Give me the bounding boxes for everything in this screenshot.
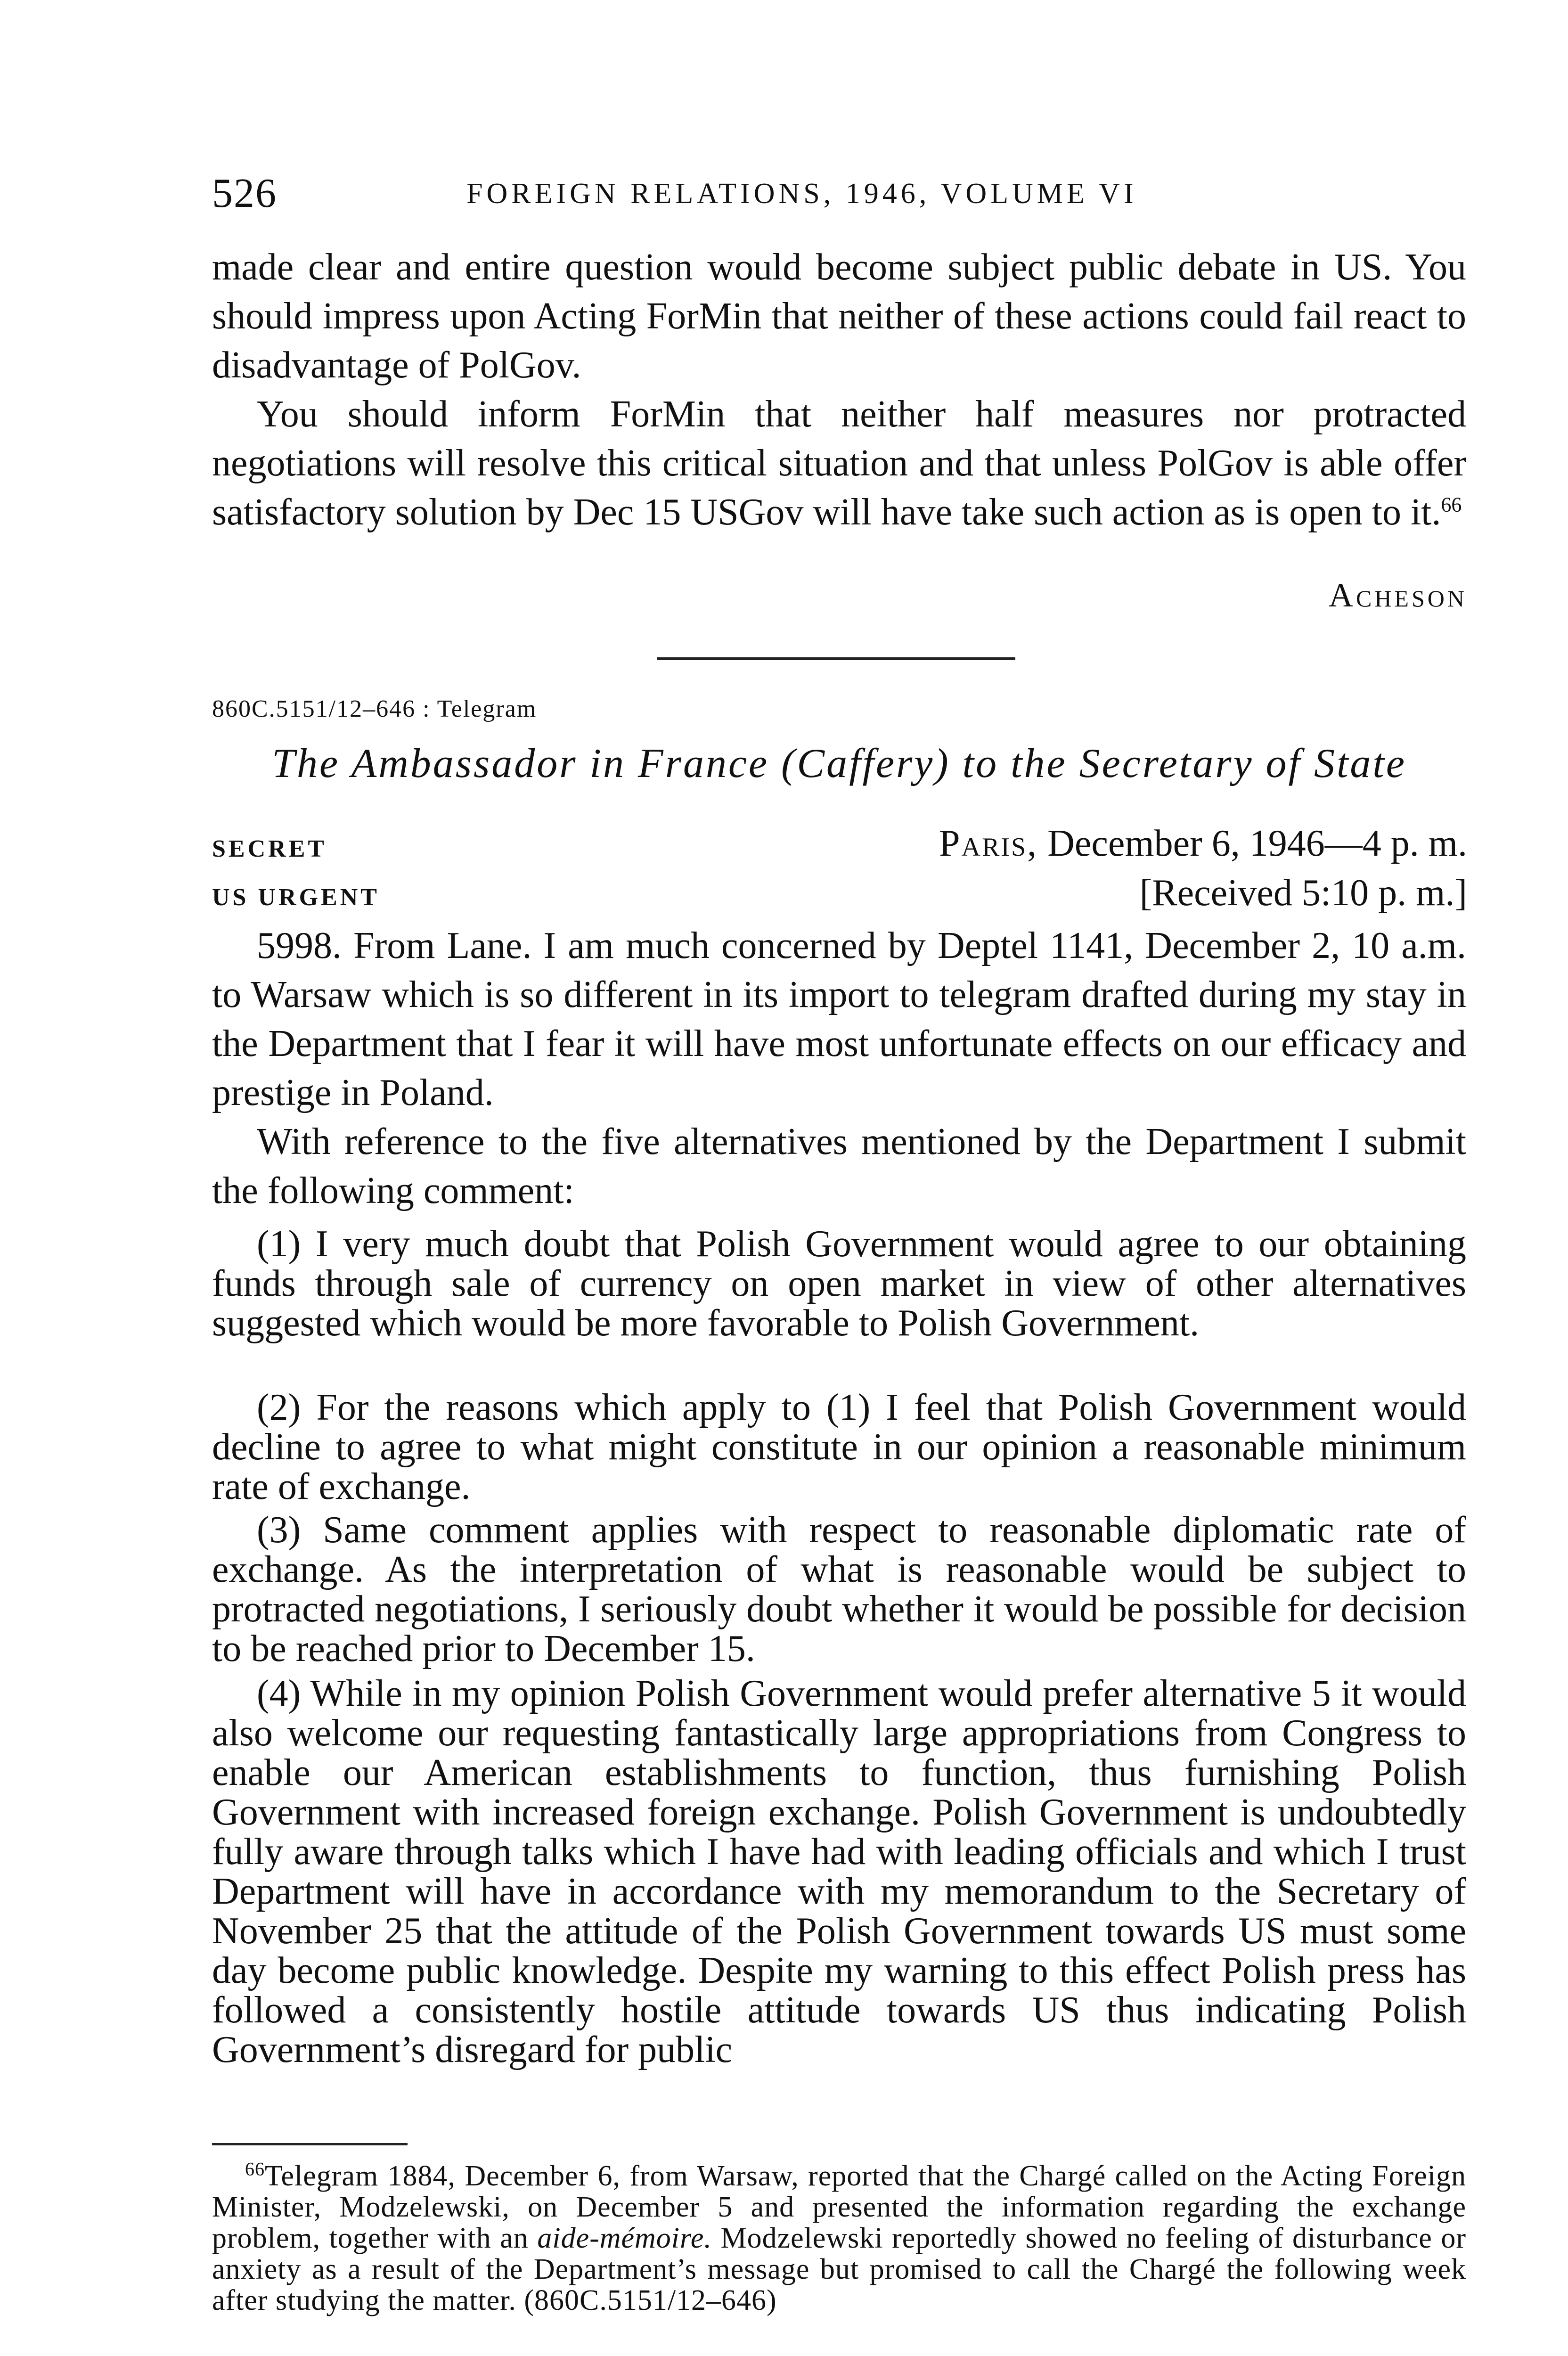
previous-paragraph-1: made clear and entire question would become subject public debate in US. You should impress upon Acting ForMin that neither of these actions could fail react to disadvantage of PolGov. (212, 246, 1466, 386)
footnote-rule (212, 2143, 408, 2145)
file-number: 860C.5151/12–646 : Telegram (212, 695, 537, 722)
document-separator-rule (657, 657, 1015, 660)
footnote-number: 66 (245, 2158, 265, 2180)
body-paragraph-3: (1) I very much doubt that Polish Government would agree to our obtaining funds through sale of currency on open market in view of other alternatives suggested which would be more favorable to Polish Government. (212, 1223, 1466, 1344)
footnote-text-2: Modzelewski reportedly showed no feeling of disturbance or anxiety as a result of the Department’s message but promised to call the Chargé the following week after studying the matter. (860C.5151/12–646) (212, 2222, 1467, 2316)
running-head: FOREIGN RELATIONS, 1946, VOLUME VI (466, 178, 1137, 210)
body-paragraph-4: (2) For the reasons which apply to (1) I feel that Polish Government would decline to agree to what might constitute in our opinion a reasonable minimum rate of exchange. (212, 1387, 1466, 1507)
received-time: [Received 5:10 p. m.] (1139, 872, 1467, 914)
classification-tag: SECRET (212, 835, 327, 862)
footnote-reference: 66 (1441, 493, 1462, 516)
date-time: December 6, 1946—4 p. m. (1047, 823, 1467, 864)
place-and-date (939, 822, 1467, 865)
signature-acheson: Acheson (1328, 576, 1467, 614)
body-paragraph-2: With reference to the five alternatives mentioned by the Department I submit the following comment: (212, 1121, 1466, 1211)
previous-paragraph-2-text: You should inform ForMin that neither half measures nor protracted negotiations will resolve this critical situation and that unless PolGov is able offer satisfactory solution by Dec 15 USGov will have take such action as is open to it. (212, 393, 1466, 533)
previous-paragraph-2 (212, 390, 1466, 537)
page-number: 526 (212, 171, 277, 216)
body-paragraph-6: (4) While in my opinion Polish Government would prefer alternative 5 it would also welcome our requesting fantastically large appropriations from Congress to enable our American establishments to function, thus furnishing Polish Government with increased foreign exchange. Polish Government is undoubtedly fully aware through talks which I have had with leading officials and which I trust Department will have in accordance with my memorandum to the Secretary of November 25 that the attitude of the Polish Government towards US must some day become public knowledge. Despite my warning to this effect Polish press has followed a consistently hostile attitude towards US thus indicating Polish Government’s disregard for public (212, 1673, 1466, 2070)
document-title: The Ambassador in France (Caffery) to the Secretary of State (272, 741, 1406, 786)
page-header (212, 170, 1465, 221)
footnote-66 (212, 2160, 1466, 2316)
priority-tag: US URGENT (212, 884, 380, 911)
footnote-text-1: Telegram 1884, December 6, from Warsaw, reported that the Chargé called on the Acting Foreign Minister, Modzelewski, on December 5 and presented the information regarding the exchange problem, together with an (212, 2160, 1466, 2254)
footnote-italic-text: aide-mémoire. (537, 2222, 712, 2254)
body-paragraph-1: 5998. From Lane. I am much concerned by Deptel 1141, December 2, 10 a.m. to Warsaw which is so different in its import to telegram drafted during my stay in the Department that I fear it will have most unfortunate effects on our efficacy and prestige in Poland. (212, 925, 1466, 1113)
body-paragraph-5: (3) Same comment applies with respect to reasonable diplomatic rate of exchange. As the interpretation of what is reasonable would be subject to protracted negotiations, I seriously doubt whether it would be possible for decision to be reached prior to December 15. (212, 1509, 1466, 1669)
place: Paris, (939, 823, 1038, 864)
